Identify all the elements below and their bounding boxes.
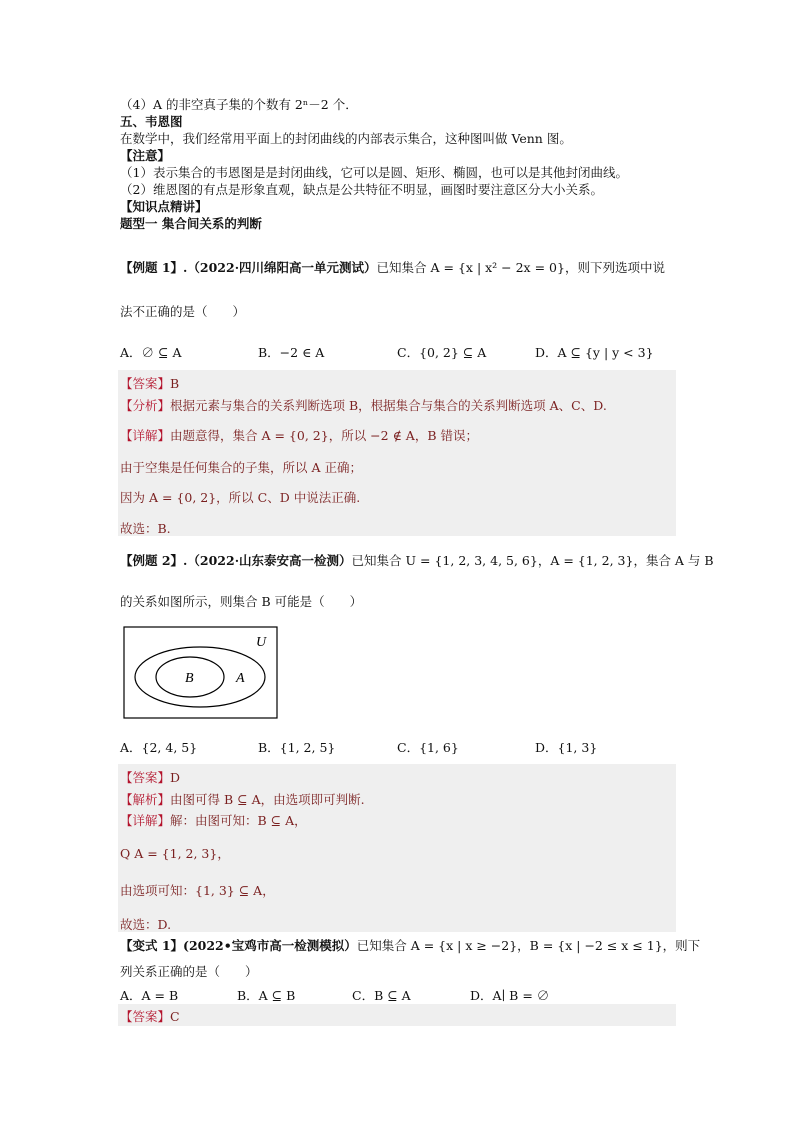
variant-1-stem-a: 已知集合 A = {x | x ≥ −2}，B = {x | −2 ≤ x ≤ 1}，则下 <box>356 938 701 953</box>
variant-1-answer-tag: 【答案】 <box>120 1009 171 1024</box>
example-2-option-b: B．{1, 2, 5} <box>258 740 336 755</box>
variant-1-stem-b: 列关系正确的是（ ） <box>120 964 258 979</box>
example-2-stem-b: 的关系如图所示，则集合 B 可能是（ ） <box>120 594 363 609</box>
example-2-analysis: 由图可得 B ⊆ A，由选项即可判断. <box>170 792 365 807</box>
example-1-answer-tag: 【答案】 <box>120 376 171 391</box>
section-venn-heading: 五、韦恩图 <box>120 114 183 129</box>
venn-universal-rect <box>124 627 277 718</box>
example-1-option-a: A．∅ ⊆ A <box>120 345 182 360</box>
venn-definition: 在数学中，我们经常用平面上的封闭曲线的内部表示集合，这种图叫做 Venn 图。 <box>120 131 572 146</box>
example-2-detail-tag: 【详解】 <box>120 813 171 828</box>
variant-1-option-a: A．A = B <box>120 988 179 1003</box>
variant-1-option-b: B．A ⊆ B <box>237 988 296 1003</box>
variant-1-solution-box <box>118 1004 676 1026</box>
example-1-detail-tag: 【详解】 <box>120 428 171 443</box>
note-2: （2）维恩图的有点是形象直观，缺点是公共特征不明显，画图时要注意区分大小关系。 <box>120 182 603 197</box>
example-1-stem-b: 法不正确的是（ ） <box>120 304 246 319</box>
note-heading: 【注意】 <box>120 148 171 163</box>
note-1: （1）表示集合的韦恩图是是封闭曲线，它可以是圆、矩形、椭圆，也可以是其他封闭曲线。 <box>120 165 628 180</box>
example-1-detail-3: 因为 A = {0, 2}，所以 C、D 中说法正确. <box>120 490 361 505</box>
example-2-tag: 【例题 2】.（2022·山东泰安高一检测） <box>120 553 352 568</box>
intro-line-1: （4）A 的非空真子集的个数有 2ⁿ－2 个． <box>120 97 358 112</box>
type-1-heading: 题型一 集合间关系的判断 <box>120 216 262 231</box>
venn-label-b: B <box>185 671 194 686</box>
example-2-detail-4: 故选：D. <box>120 917 172 932</box>
example-1-detail-2: 由于空集是任何集合的子集，所以 A 正确； <box>120 460 362 475</box>
example-2-option-a: A．{2, 4, 5} <box>120 740 198 755</box>
example-1-stem-line-1 <box>120 258 665 276</box>
example-2-answer: D <box>170 770 181 785</box>
variant-1-option-c: C．B ⊆ A <box>352 988 411 1003</box>
variant-1-option-d: D．A∣ B = ∅ <box>470 988 550 1003</box>
example-2-option-c: C．{1, 6} <box>397 740 459 755</box>
example-2-option-d: D．{1, 3} <box>535 740 598 755</box>
venn-diagram <box>123 626 279 720</box>
knowledge-heading: 【知识点精讲】 <box>120 199 208 214</box>
example-1-option-d: D．A ⊆ {y | y < 3} <box>535 345 654 360</box>
example-2-stem-line-1 <box>120 551 714 569</box>
variant-1-tag: 【变式 1】(2022•宝鸡市高一检测模拟） <box>120 938 357 953</box>
variant-1-stem-line-1 <box>120 936 700 954</box>
example-2-solution-box <box>118 764 676 932</box>
example-1-option-c: C．{0, 2} ⊆ A <box>397 345 487 360</box>
venn-label-a: A <box>236 671 245 686</box>
variant-1-answer: C <box>170 1009 180 1024</box>
example-2-detail-1: 解：由图可知：B ⊆ A， <box>170 813 307 828</box>
example-1-answer: B <box>170 376 180 391</box>
example-1-detail-1: 由题意得，集合 A = {0, 2}，所以 −2 ∉ A，B 错误； <box>170 428 478 443</box>
intro-section <box>120 96 680 232</box>
example-1-analysis: 根据元素与集合的关系判断选项 B，根据集合与集合的关系判断选项 A、C、D. <box>170 398 607 413</box>
example-2-detail-3: 由选项可知：{1, 3} ⊆ A， <box>120 883 275 898</box>
example-1-option-b: B．−2 ∈ A <box>258 345 325 360</box>
example-2-detail-2: Q A = {1, 2, 3}， <box>120 846 230 861</box>
venn-label-u: U <box>256 635 267 650</box>
example-1-solution-box <box>118 370 676 536</box>
example-1-stem-a: 已知集合 A = {x | x² − 2x = 0}，则下列选项中说 <box>376 260 665 275</box>
example-1-tag: 【例题 1】.（2022·四川绵阳高一单元测试） <box>120 260 377 275</box>
example-1-detail-4: 故选：B. <box>120 521 171 536</box>
example-1-analysis-tag: 【分析】 <box>120 398 171 413</box>
example-2-answer-tag: 【答案】 <box>120 770 171 785</box>
example-2-analysis-tag: 【解析】 <box>120 792 171 807</box>
example-2-stem-a: 已知集合 U = {1, 2, 3, 4, 5, 6}，A = {1, 2, 3}，集合 A 与 B <box>351 553 714 568</box>
